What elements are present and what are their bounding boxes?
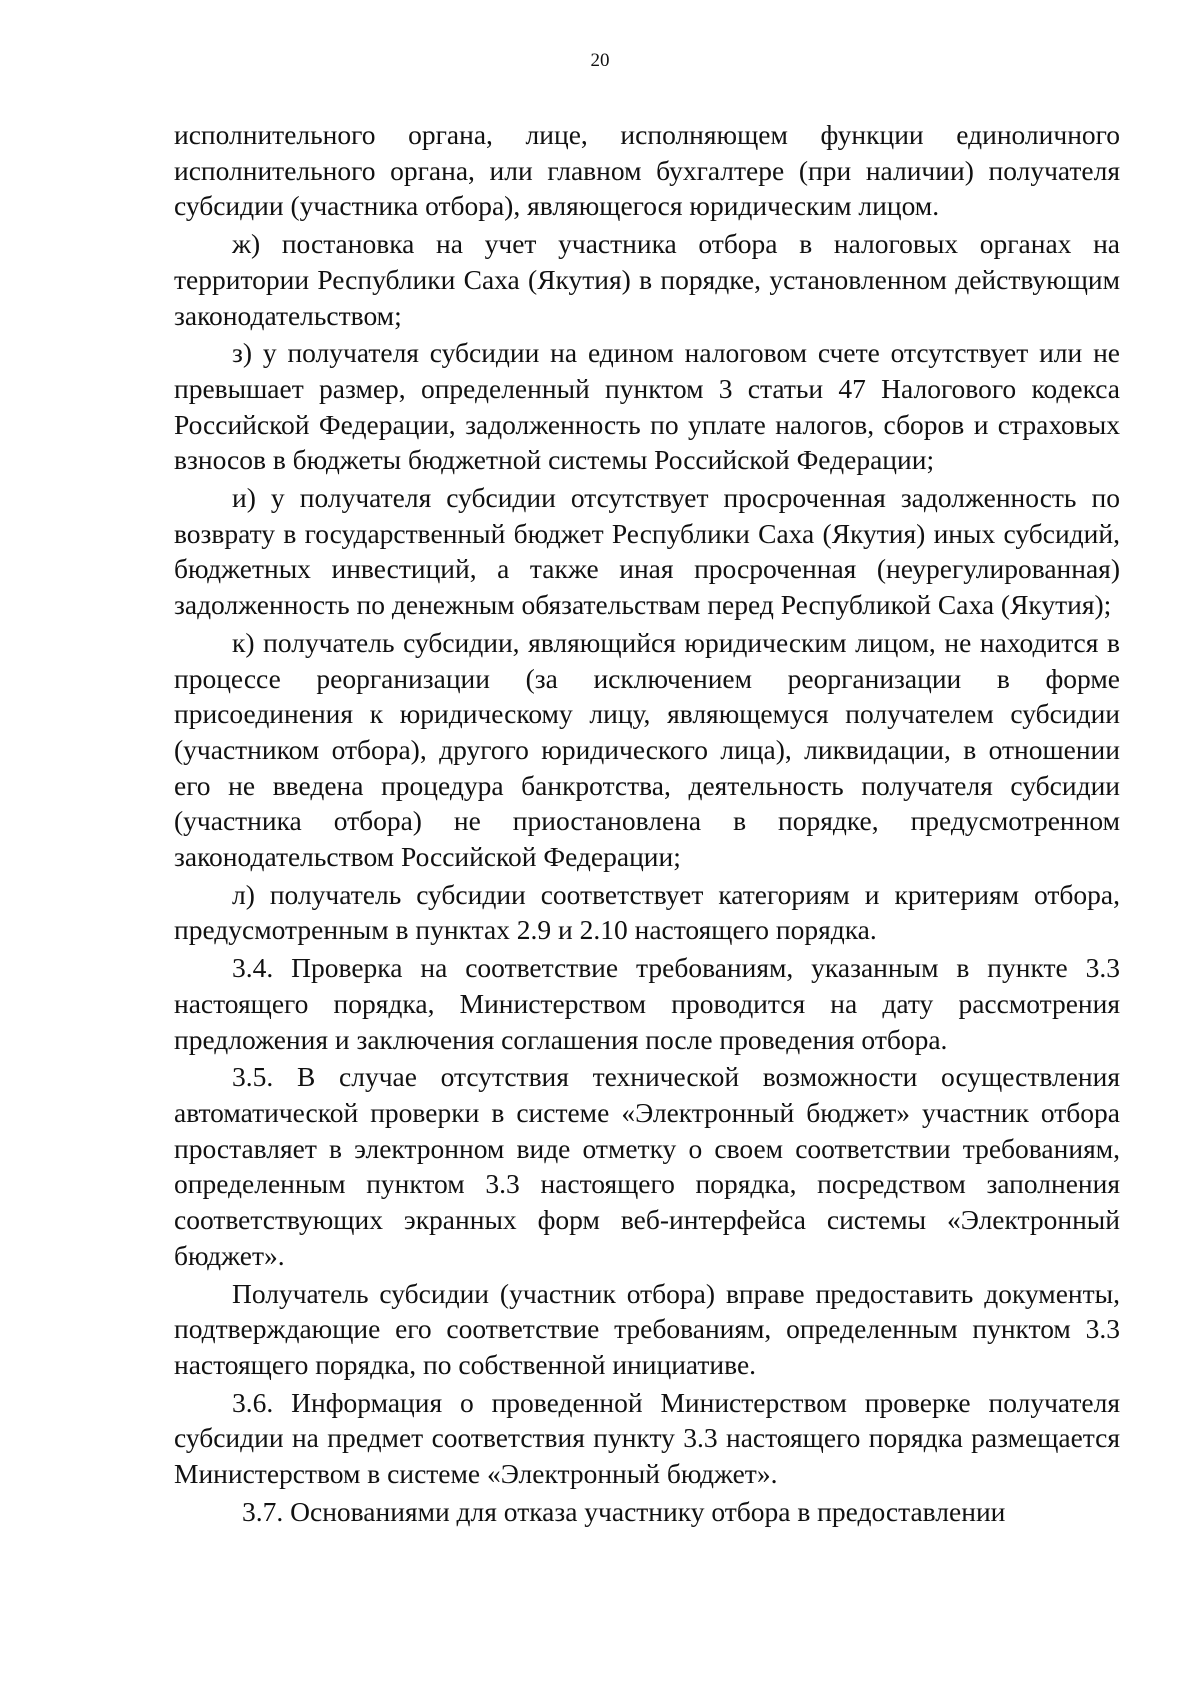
paragraph-continuation: исполнительного органа, лице, исполняющем функции единоличного исполнительного органа, или главном бухгалтере (при наличии) получателя субсидии (участника отбора), являющегося юридическим лицом. xyxy=(174,119,1120,222)
document-body xyxy=(174,117,1120,1529)
paragraph-item-i: и) у получателя субсидии отсутствует просроченная задолженность по возврату в государственный бюджет Республики Саха (Якутия) иных субсидий, бюджетных инвестиций, а также иная просроченная (неурегулированная) задолженность по денежным обязательствам перед Республикой Саха (Якутия); xyxy=(174,482,1120,621)
paragraph-3-5: 3.5. В случае отсутствия технической возможности осуществления автоматической проверки в системе «Электронный бюджет» участник отбора проставляет в электронном виде отметку о своем соответствии требованиям, определенным пунктом 3.3 настоящего порядка, посредством заполнения соответствующих экранных форм веб-интерфейса системы «Электронный бюджет». xyxy=(174,1061,1120,1271)
paragraph-3-6: 3.6. Информация о проведенной Министерством проверке получателя субсидии на предмет соответствия пункту 3.3 настоящего порядка размещается Министерством в системе «Электронный бюджет». xyxy=(174,1386,1120,1490)
paragraph-item-z: з) у получателя субсидии на едином налоговом счете отсутствует или не превышает размер, определенный пунктом 3 статьи 47 Налогового кодекса Российской Федерации, задолженность по уплате налогов, сборов и страховых взносов в бюджеты бюджетной системы Российской Федерации; xyxy=(174,337,1120,476)
paragraph-item-zh: ж) постановка на учет участника отбора в налоговых органах на территории Республики Саха (Якутия) в порядке, установленном действующим законодательством; xyxy=(174,228,1120,331)
paragraph-3-4: 3.4. Проверка на соответствие требованиям, указанным в пункте 3.3 настоящего порядка, Министерством проводится на дату рассмотрения предложения и заключения соглашения после проведения отбора. xyxy=(174,952,1120,1055)
paragraph-item-l: л) получатель субсидии соответствует категориям и критериям отбора, предусмотренным в пунктах 2.9 и 2.10 настоящего порядка. xyxy=(174,878,1120,946)
page-number: 20 xyxy=(590,50,610,71)
paragraph-recipient-right: Получатель субсидии (участник отбора) вправе предоставить документы, подтверждающие его соответствие требованиям, определенным пунктом 3.3 настоящего порядка, по собственной инициативе. xyxy=(174,1277,1120,1380)
paragraph-item-k: к) получатель субсидии, являющийся юридическим лицом, не находится в процессе реорганизации (за исключением реорганизации в форме присоединения к юридическому лицу, являющемуся получателем субсидии (участником отбора), другого юридического лица), ликвидации, в отношении его не введена процедура банкротства, деятельность получателя субсидии (участника отбора) не приостановлена в порядке, предусмотренном законодательством Российской Федерации; xyxy=(174,626,1120,873)
paragraph-3-7: 3.7. Основаниями для отказа участнику отбора в предоставлении xyxy=(242,1495,1006,1527)
